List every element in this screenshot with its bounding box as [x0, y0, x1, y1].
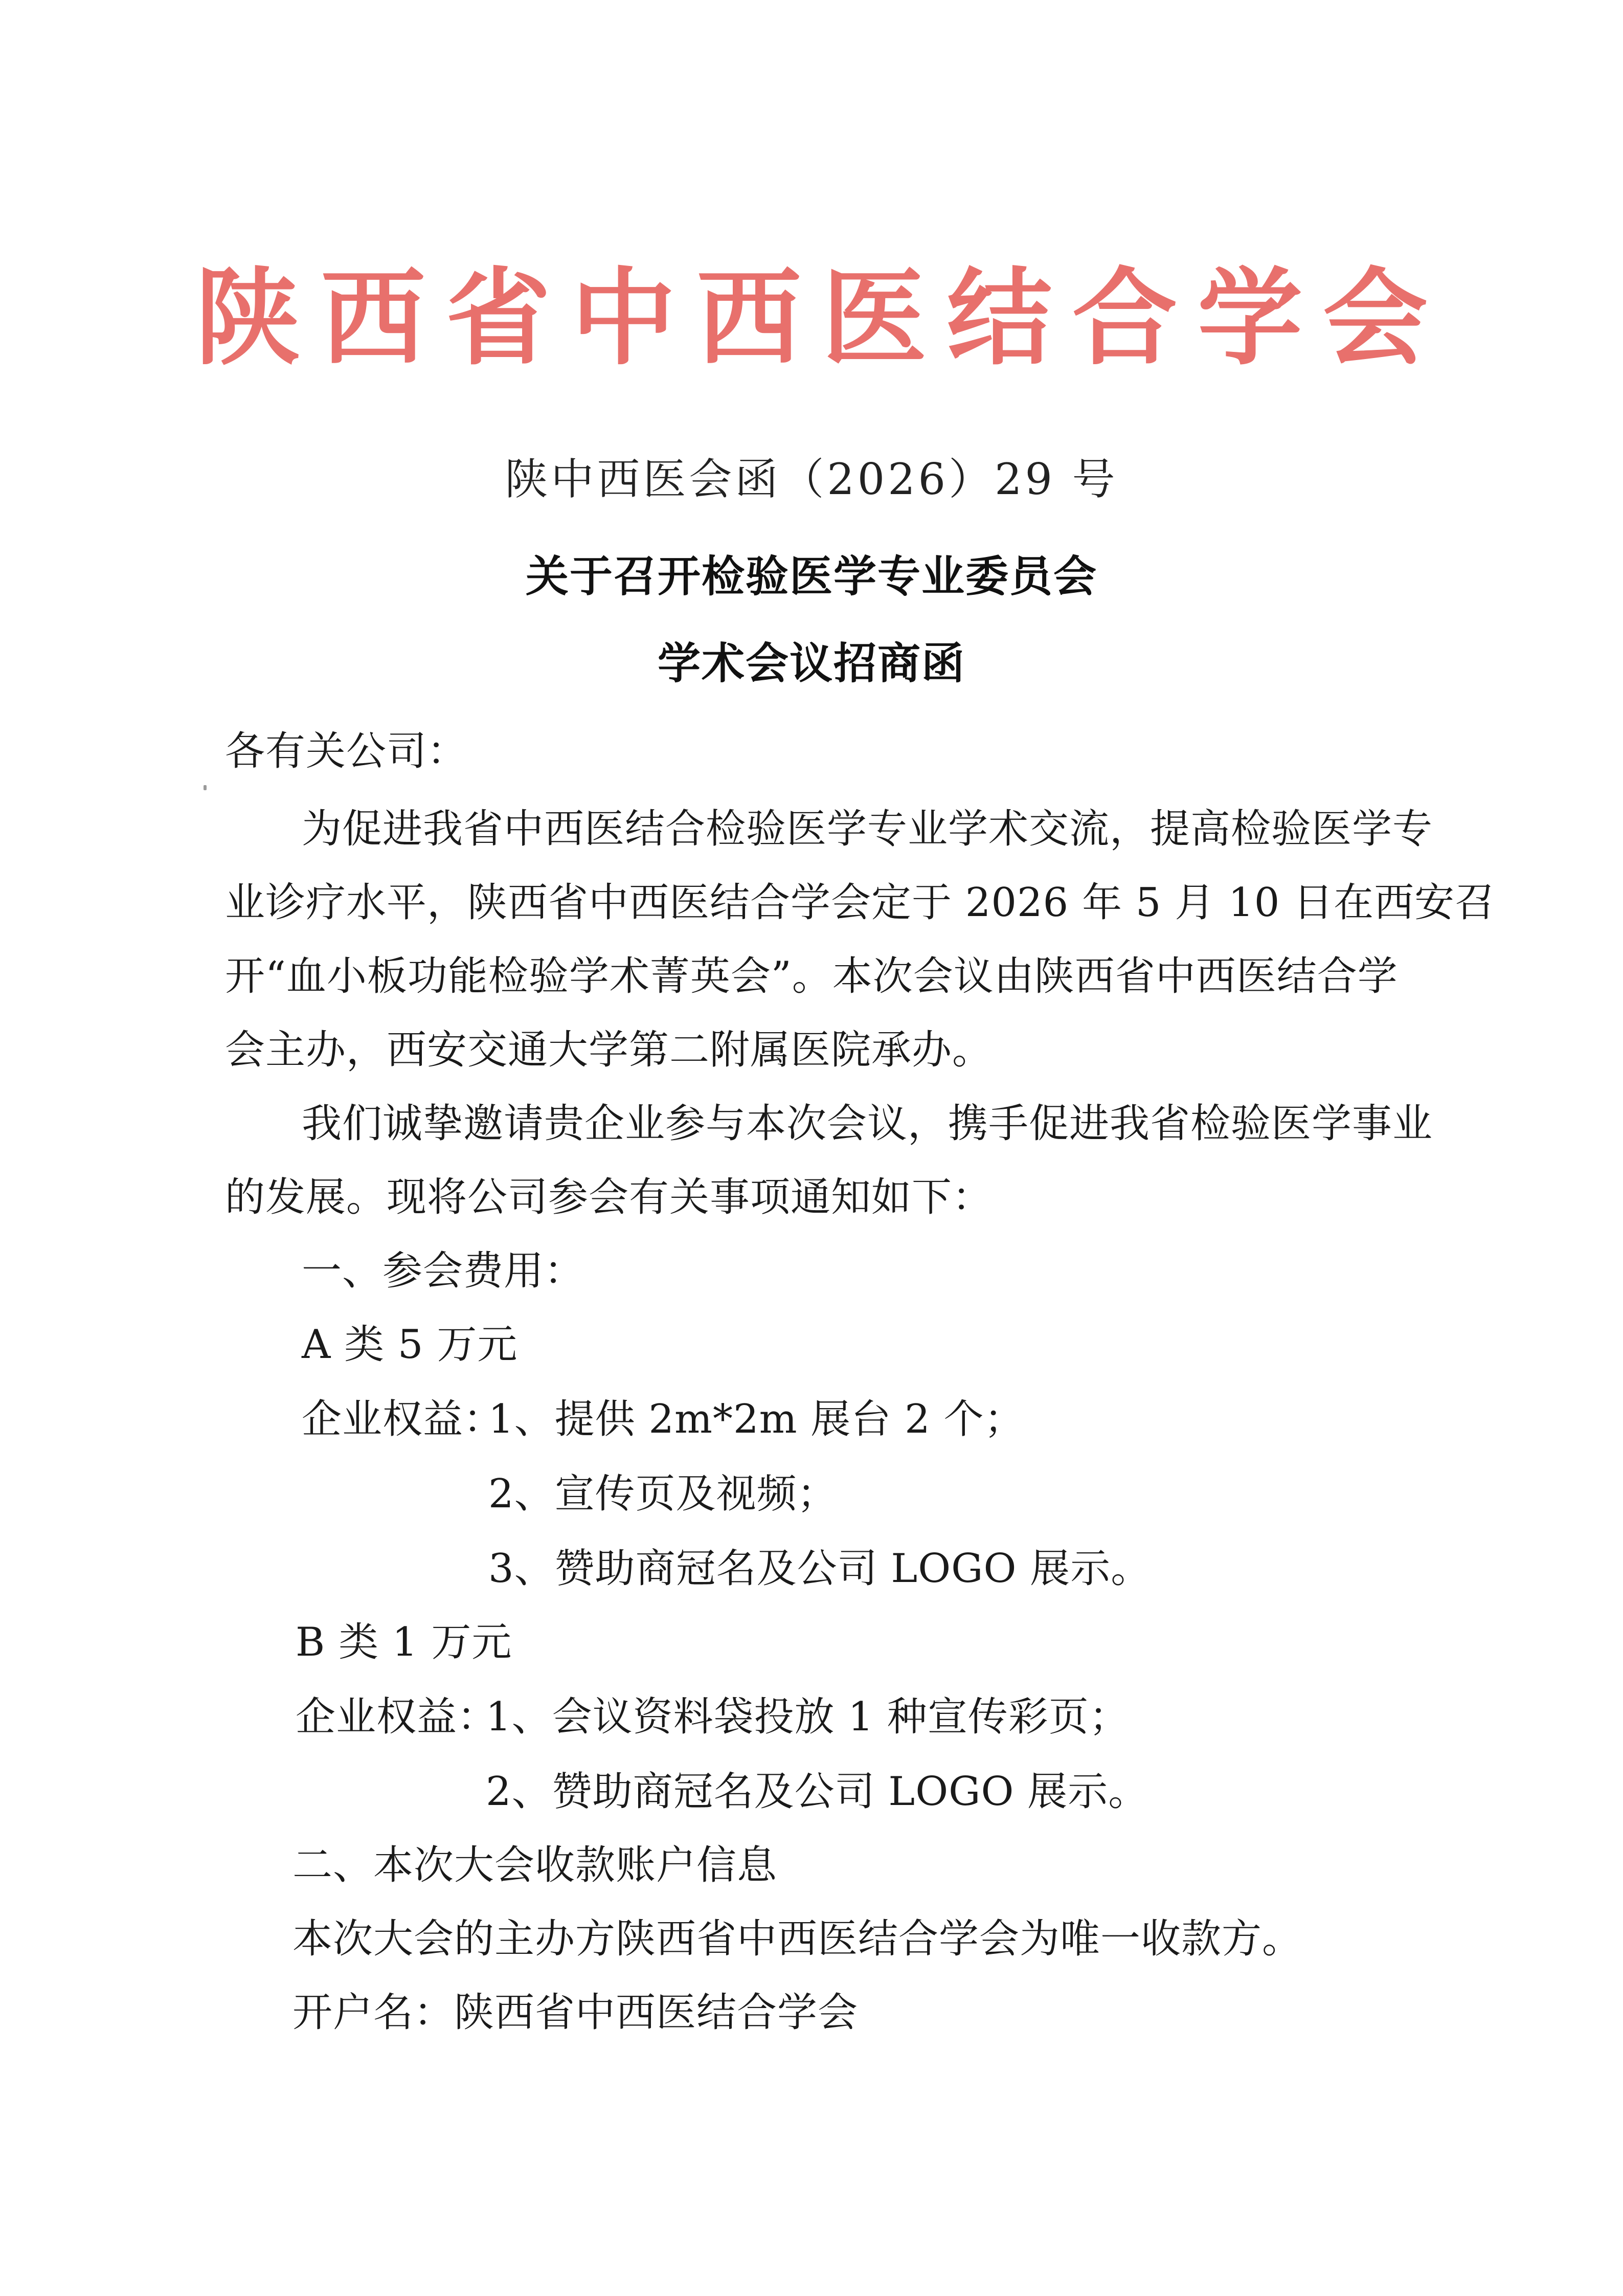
class-b-benefit-1: 1、会议资料袋投放 1 种宣传彩页； — [486, 1694, 1130, 1740]
class-b-benefits-prefix: 企业权益： — [296, 1694, 498, 1740]
class-a-label: A 类 5 万元 — [302, 1322, 518, 1368]
paragraph-2-line-2: 的发展。现将公司参会有关事项通知如下： — [225, 1174, 993, 1220]
class-b-benefit-2: 2、赞助商冠名及公司 LOGO 展示。 — [486, 1769, 1149, 1815]
paragraph-2-line-1: 我们诚挚邀请贵企业参与本次会议，携手促进我省检验医学事业 — [302, 1101, 1433, 1147]
salutation: 各有关公司： — [225, 728, 468, 774]
paragraph-1-line-2: 业诊疗水平，陕西省中西医结合学会定于 2026 年 5 月 10 日在西安召 — [225, 880, 1496, 926]
class-a-benefit-3: 3、赞助商冠名及公司 LOGO 展示。 — [488, 1546, 1152, 1592]
paragraph-1-line-1: 为促进我省中西医结合检验医学专业学术交流，提高检验医学专 — [302, 806, 1433, 852]
document-title-line-1: 关于召开检验医学专业委员会 — [525, 551, 1097, 601]
document-title-line-2: 学术会议招商函 — [657, 638, 965, 688]
account-name: 开户名：陕西省中西医结合学会 — [292, 1990, 859, 2036]
section-2-heading: 二、本次大会收款账户信息 — [292, 1842, 778, 1888]
class-a-benefit-2: 2、宣传页及视频； — [488, 1471, 838, 1517]
class-a-benefits-prefix: 企业权益： — [302, 1396, 504, 1442]
document-number: 陕中西医会函（2026）29 号 — [505, 454, 1118, 504]
class-b-label: B 类 1 万元 — [296, 1619, 512, 1665]
payee-note: 本次大会的主办方陕西省中西医结合学会为唯一收款方。 — [292, 1916, 1303, 1962]
scan-speck — [204, 785, 207, 790]
class-a-benefit-1: 1、提供 2m*2m 展台 2 个； — [488, 1396, 1025, 1442]
paragraph-1-line-4: 会主办，西安交通大学第二附属医院承办。 — [225, 1027, 993, 1073]
paragraph-1-line-3: 开“血小板功能检验学术菁英会”。本次会议由陕西省中西医结合学 — [225, 953, 1398, 999]
organization-letterhead: 陕西省中西医结合学会 — [195, 257, 1448, 380]
section-1-heading: 一、参会费用： — [302, 1248, 585, 1294]
